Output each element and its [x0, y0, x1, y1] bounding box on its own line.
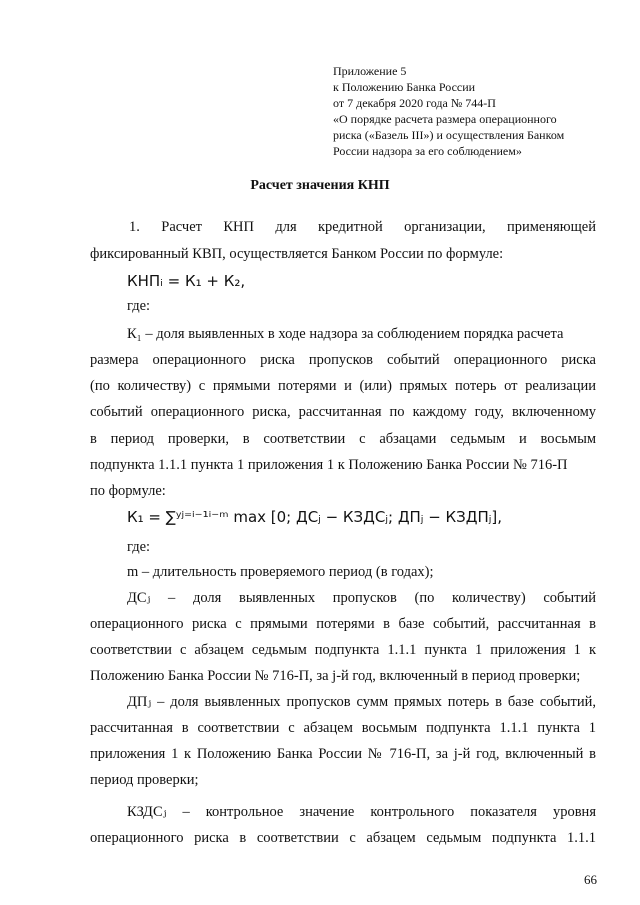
- formula: К₁ = ∑ʸʲ⁼ⁱ⁻¹ⁱ⁻ᵐ max [0; ДСⱼ − КЗДСⱼ; ДПⱼ − КЗДПⱼ],: [127, 508, 503, 526]
- text-line: операционного риска с прямыми потерями в базе событий, рассчитанная в: [90, 616, 596, 632]
- text-line: К₁ – доля выявленных в ходе надзора за соблюдением порядка расчета: [127, 326, 564, 342]
- text-line: подпункта 1.1.1 пункта 1 приложения 1 к Положению Банка России № 716-П: [90, 457, 568, 473]
- text-line: рассчитанная в соответствии с абзацем восьмым подпункта 1.1.1 пункта 1: [90, 720, 596, 736]
- text-line: период проверки;: [90, 772, 199, 788]
- text-line: Положению Банка России № 716-П, за j-й год, включенный в период проверки;: [90, 668, 581, 684]
- text-line: где:: [127, 539, 151, 555]
- text-line: ДПⱼ – доля выявленных пропусков сумм прямых потерь в базе событий,: [127, 694, 596, 710]
- text-line: КЗДСⱼ – контрольное значение контрольного показателя уровня: [127, 804, 596, 820]
- text-line: приложения 1 к Положению Банка России № 716-П, за j-й год, включенный в: [90, 746, 596, 762]
- formula: КНПᵢ = К₁ + К₂,: [127, 272, 246, 290]
- text-line: событий операционного риска, рассчитанная по каждому году, включенному: [90, 404, 596, 420]
- text-line: в период проверки, в соответствии с абзацами седьмым и восьмым: [90, 431, 596, 447]
- page-title: Расчет значения КНП: [250, 178, 390, 193]
- appendix-line: России надзора за его соблюдением»: [333, 144, 522, 158]
- appendix-header: [333, 63, 623, 159]
- appendix-line: к Положению Банка России: [333, 80, 476, 94]
- text-line: где:: [127, 298, 151, 314]
- text-line: (по количеству) с прямыми потерями и (или) прямых потерь от реализации: [90, 378, 596, 394]
- text-line: 1. Расчет КНП для кредитной организации, применяющей: [129, 219, 596, 235]
- text-line: m – длительность проверяемого период (в годах);: [127, 564, 434, 580]
- text-line: операционного риска в соответствии с абзацем седьмым подпункта 1.1.1: [90, 830, 596, 846]
- appendix-line: Приложение 5: [333, 64, 407, 78]
- text-line: размера операционного риска пропусков событий операционного риска: [90, 352, 596, 368]
- text-line: фиксированный КВП, осуществляется Банком России по формуле:: [90, 246, 504, 262]
- text-line: соответствии с абзацем седьмым подпункта 1.1.1 пункта 1 приложения 1 к: [90, 642, 596, 658]
- text-line: по формуле:: [90, 483, 166, 499]
- appendix-line: от 7 декабря 2020 года № 744-П: [333, 96, 496, 110]
- page-number: 66: [584, 872, 597, 887]
- appendix-line: «О порядке расчета размера операционного: [333, 112, 557, 126]
- text-line: ДСⱼ – доля выявленных пропусков (по количеству) событий: [127, 590, 596, 606]
- appendix-line: риска («Базель III») и осуществления Банком: [333, 128, 565, 142]
